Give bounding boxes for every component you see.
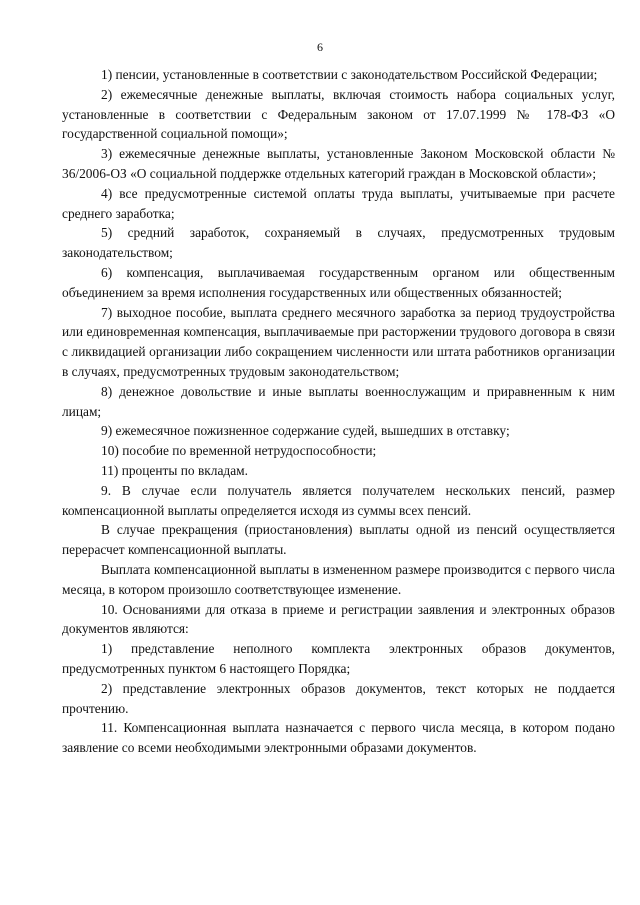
paragraph-incomplete-documents: 1) представление неполного комплекта электронных образов документов, предусмотренных пунктом 6 настоящего Порядка; — [62, 641, 615, 676]
paragraph-pension-termination: В случае прекращения (приостановления) выплаты одной из пенсий осуществляется перерасчет компенсационной выплаты. — [62, 522, 615, 558]
paragraph-clause-9: 9. В случае если получатель является получателем нескольких пенсий, размер компенсационной выплаты определяется исходя из суммы всех пенсий. — [62, 482, 615, 518]
document-body — [62, 65, 615, 758]
paragraph-severance-pay: 7) выходное пособие, выплата среднего месячного заработка за период трудоустройства или единовременная компенсация, выплачиваемые при расторжении трудового договора в связи с ликвидацией организации либо сокращением численности или штата работников организации в случаях, предусмотренных трудовым законодательством; — [62, 304, 615, 379]
paragraph-wage-system-payments: 4) все предусмотренные системой оплаты труда выплаты, учитываемые при расчете среднего заработка; — [62, 185, 615, 221]
paragraph-clause-10: 10. Основаниями для отказа в приеме и регистрации заявления и электронных образов документов являются: — [62, 601, 615, 637]
paragraph-clause-11: 11. Компенсационная выплата назначается с первого числа месяца, в котором подано заявление со всеми необходимыми электронными образами документов. — [62, 720, 615, 756]
page-number: 6 — [317, 40, 323, 54]
paragraph-monthly-cash-payments-regional: 3) ежемесячные денежные выплаты, установленные Законом Московской области № 36/2006-ОЗ «О социальной поддержке отдельных категорий граждан в Московской области»; — [62, 146, 615, 181]
paragraph-military-allowance: 8) денежное довольствие и иные выплаты военнослужащим и приравненным к ним лицам; — [62, 383, 615, 419]
paragraph-monthly-cash-payments-federal: 2) ежемесячные денежные выплаты, включая стоимость набора социальных услуг, установленные в соответствии с Федеральным законом от 17.07.1999 № 178-ФЗ «О государственной социальной помощи»; — [62, 86, 615, 142]
paragraph-pensions: 1) пенсии, установленные в соответствии с законодательством Российской Федерации; — [101, 67, 598, 82]
paragraph-recalculated-payment: Выплата компенсационной выплаты в измененном размере производится с первого числа месяца, в котором произошло соответствующее изменение. — [62, 561, 615, 597]
paragraph-average-earnings: 5) средний заработок, сохраняемый в случаях, предусмотренных трудовым законодательством; — [62, 225, 615, 261]
paragraph-sick-leave-benefit: 10) пособие по временной нетрудоспособности; — [101, 443, 377, 459]
paragraph-deposit-interest: 11) проценты по вкладам. — [101, 462, 248, 478]
paragraph-compensation-public-duties: 6) компенсация, выплачиваемая государственным органом или общественным объединением за время исполнения государственных или общественных обязанностей; — [62, 264, 615, 300]
paragraph-judges-allowance: 9) ежемесячное пожизненное содержание судей, вышедших в отставку; — [101, 423, 510, 439]
paragraph-unreadable-documents: 2) представление электронных образов документов, текст которых не поддается прочтению. — [62, 680, 615, 716]
